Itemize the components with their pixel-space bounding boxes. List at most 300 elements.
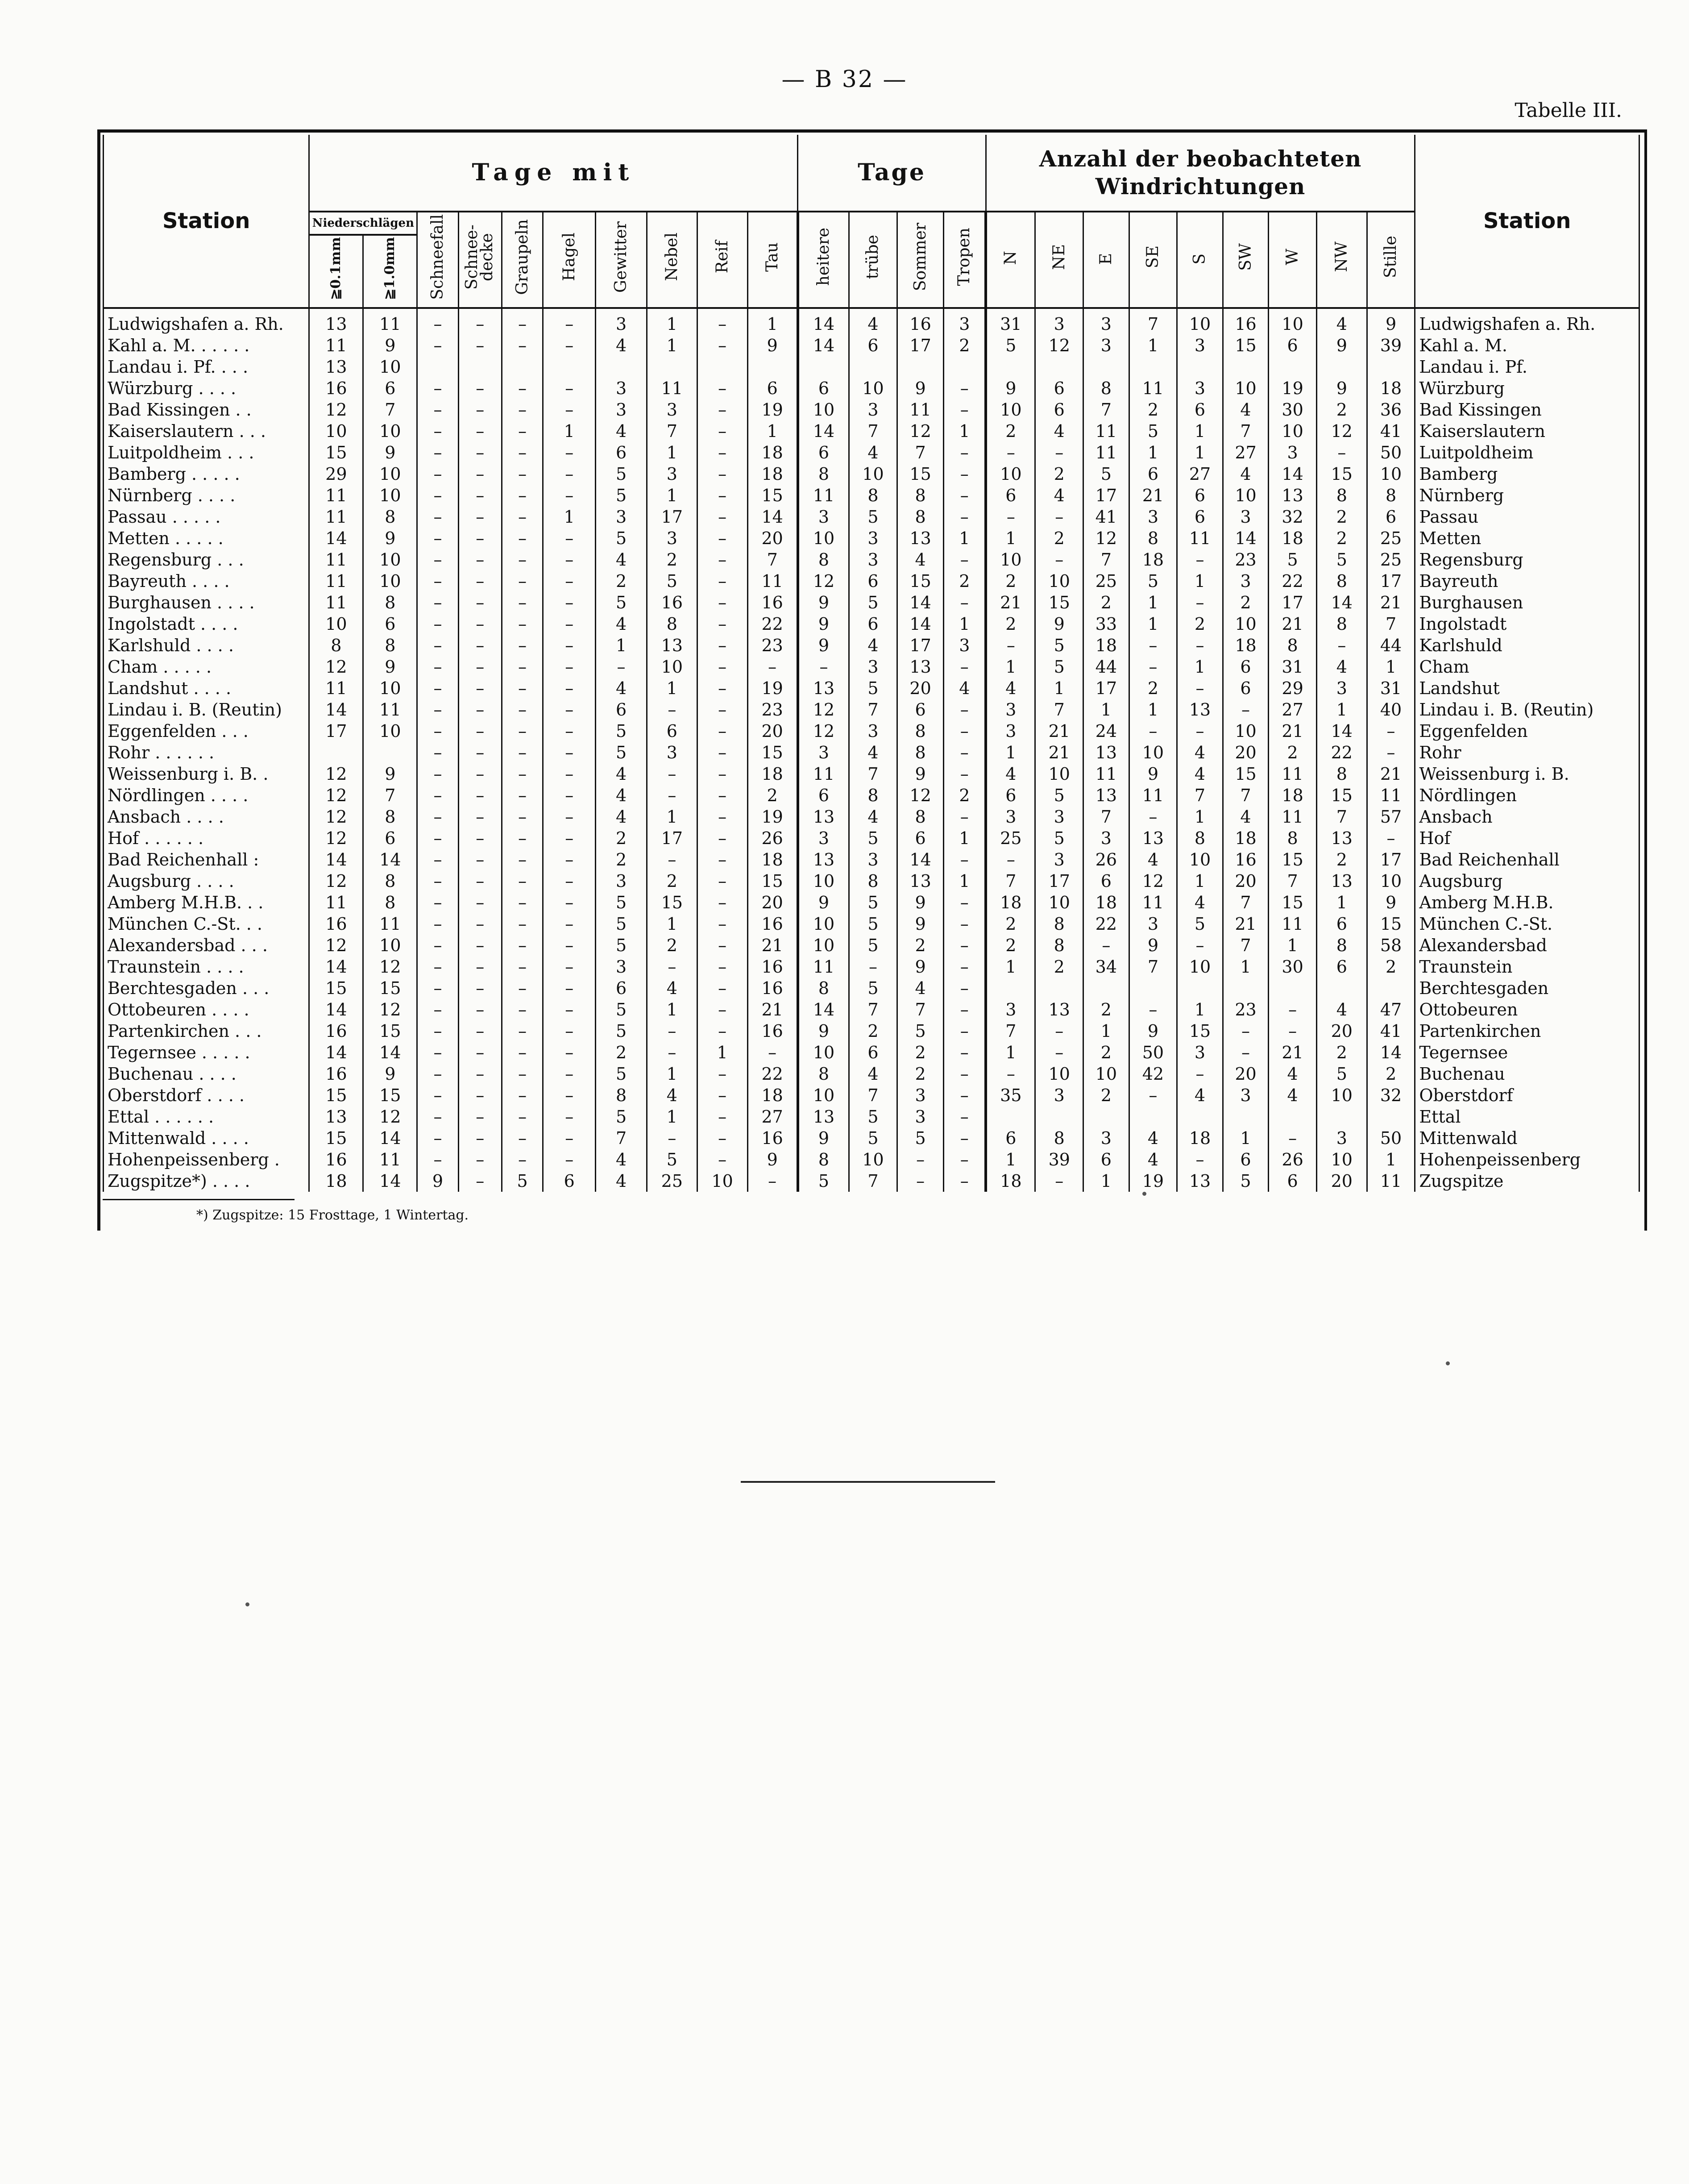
table-row bbox=[104, 828, 1639, 849]
table-cell: 3 bbox=[1035, 308, 1083, 335]
table-cell: 3 bbox=[944, 308, 986, 335]
table-cell: 1 bbox=[647, 442, 697, 463]
table-cell bbox=[1269, 356, 1317, 378]
table-cell bbox=[1269, 1106, 1317, 1127]
table-cell: – bbox=[543, 1042, 596, 1063]
table-cell: – bbox=[417, 335, 458, 356]
station-name-right: Weissenburg i. B. bbox=[1415, 763, 1639, 785]
station-name-right: Nürnberg bbox=[1415, 485, 1639, 506]
table-cell: 10 bbox=[363, 720, 417, 742]
table-cell bbox=[1129, 356, 1177, 378]
table-cell: 15 bbox=[1269, 892, 1317, 913]
table-cell: – bbox=[417, 528, 458, 549]
table-cell: 4 bbox=[1269, 1085, 1317, 1106]
table-cell: – bbox=[1129, 806, 1177, 828]
table-cell: 5 bbox=[596, 913, 647, 935]
table-cell: – bbox=[458, 399, 502, 420]
table-cell: 18 bbox=[1269, 528, 1317, 549]
table-cell: 29 bbox=[309, 463, 363, 485]
table-cell: – bbox=[697, 1020, 747, 1042]
table-cell: 3 bbox=[849, 656, 897, 678]
table-cell: 20 bbox=[1316, 1020, 1367, 1042]
table-cell: 2 bbox=[1223, 592, 1269, 613]
table-row bbox=[104, 1106, 1639, 1127]
table-cell: – bbox=[502, 999, 543, 1020]
table-cell: 13 bbox=[309, 308, 363, 335]
table-cell: – bbox=[417, 1085, 458, 1106]
table-cell: 7 bbox=[363, 785, 417, 806]
table-cell: 5 bbox=[596, 485, 647, 506]
table-cell: 8 bbox=[1316, 613, 1367, 635]
table-cell: 8 bbox=[1316, 763, 1367, 785]
table-cell: – bbox=[697, 678, 747, 699]
table-cell: 2 bbox=[1083, 1085, 1129, 1106]
table-cell: – bbox=[458, 1170, 502, 1192]
table-cell: 5 bbox=[596, 1063, 647, 1085]
table-cell: 44 bbox=[1367, 635, 1415, 656]
table-cell: – bbox=[647, 1020, 697, 1042]
col-schneedecke: Schnee- decke bbox=[458, 212, 502, 308]
table-cell: 11 bbox=[1083, 442, 1129, 463]
table-cell: – bbox=[502, 442, 543, 463]
table-cell: – bbox=[944, 720, 986, 742]
station-name: Kahl a. M. . . . . . bbox=[104, 335, 309, 356]
table-cell: 4 bbox=[1129, 1149, 1177, 1170]
table-cell: 2 bbox=[986, 420, 1035, 442]
table-cell: 11 bbox=[897, 399, 944, 420]
table-cell: – bbox=[502, 1085, 543, 1106]
table-row bbox=[104, 742, 1639, 763]
table-cell: 18 bbox=[747, 1085, 798, 1106]
table-cell: 12 bbox=[309, 399, 363, 420]
table-row bbox=[104, 378, 1639, 399]
table-cell: – bbox=[697, 442, 747, 463]
table-cell: 2 bbox=[747, 785, 798, 806]
table-cell: 13 bbox=[1316, 870, 1367, 892]
col-reif: Reif bbox=[697, 212, 747, 308]
table-cell: 4 bbox=[596, 1170, 647, 1192]
table-cell: – bbox=[502, 570, 543, 592]
table-cell: – bbox=[1129, 999, 1177, 1020]
table-cell: – bbox=[417, 956, 458, 978]
table-cell: 3 bbox=[849, 528, 897, 549]
station-name-right: Amberg M.H.B. bbox=[1415, 892, 1639, 913]
table-cell: – bbox=[417, 935, 458, 956]
table-cell: 16 bbox=[647, 592, 697, 613]
table-cell: – bbox=[417, 1149, 458, 1170]
table-cell: 9 bbox=[798, 1127, 849, 1149]
table-cell: 12 bbox=[1316, 420, 1367, 442]
table-cell: 8 bbox=[849, 785, 897, 806]
table-cell: – bbox=[543, 442, 596, 463]
table-cell: 13 bbox=[309, 1106, 363, 1127]
table-cell: – bbox=[417, 463, 458, 485]
table-cell: 4 bbox=[1129, 1127, 1177, 1149]
table-cell: 10 bbox=[798, 935, 849, 956]
table-cell: – bbox=[502, 806, 543, 828]
table-cell: 5 bbox=[596, 935, 647, 956]
table-cell: 7 bbox=[849, 1170, 897, 1192]
station-name-right: Ottobeuren bbox=[1415, 999, 1639, 1020]
table-cell: 12 bbox=[309, 870, 363, 892]
table-cell: – bbox=[697, 335, 747, 356]
table-cell: 1 bbox=[986, 742, 1035, 763]
station-name-right: Traunstein bbox=[1415, 956, 1639, 978]
table-cell: 3 bbox=[986, 720, 1035, 742]
table-cell: 15 bbox=[309, 1085, 363, 1106]
table-cell: 25 bbox=[1083, 570, 1129, 592]
table-cell: – bbox=[417, 592, 458, 613]
table-cell: – bbox=[1035, 1042, 1083, 1063]
table-cell: 10 bbox=[986, 463, 1035, 485]
table-cell: 14 bbox=[309, 999, 363, 1020]
table-cell: – bbox=[1035, 442, 1083, 463]
table-cell: – bbox=[502, 592, 543, 613]
table-cell: 2 bbox=[986, 570, 1035, 592]
table-cell: – bbox=[697, 1063, 747, 1085]
table-cell: – bbox=[417, 378, 458, 399]
table-cell: 11 bbox=[309, 485, 363, 506]
table-cell: 34 bbox=[1083, 956, 1129, 978]
table-cell: 1 bbox=[647, 308, 697, 335]
table-cell: – bbox=[986, 849, 1035, 870]
table-cell: 10 bbox=[986, 399, 1035, 420]
table-cell: 17 bbox=[1083, 485, 1129, 506]
table-cell: 27 bbox=[1177, 463, 1223, 485]
table-cell: 9 bbox=[1129, 935, 1177, 956]
tage-header: Tage bbox=[798, 135, 986, 212]
table-cell: 10 bbox=[363, 678, 417, 699]
table-body bbox=[104, 308, 1639, 1192]
table-cell: 7 bbox=[849, 999, 897, 1020]
table-cell: 50 bbox=[1367, 1127, 1415, 1149]
table-cell: 9 bbox=[1367, 308, 1415, 335]
station-name: Eggenfelden . . . bbox=[104, 720, 309, 742]
table-cell bbox=[1269, 978, 1317, 999]
table-cell: – bbox=[543, 870, 596, 892]
table-cell bbox=[1223, 978, 1269, 999]
table-cell: 6 bbox=[596, 978, 647, 999]
table-row bbox=[104, 913, 1639, 935]
table-cell: 32 bbox=[1269, 506, 1317, 528]
table-cell: 5 bbox=[596, 892, 647, 913]
table-row bbox=[104, 485, 1639, 506]
col-w: W bbox=[1269, 212, 1317, 308]
table-cell: 11 bbox=[1083, 763, 1129, 785]
table-cell: 6 bbox=[1035, 399, 1083, 420]
table-cell: 15 bbox=[747, 870, 798, 892]
station-name: Nürnberg . . . . bbox=[104, 485, 309, 506]
table-cell: 11 bbox=[309, 892, 363, 913]
table-cell: – bbox=[1177, 635, 1223, 656]
table-cell: 2 bbox=[1035, 956, 1083, 978]
station-name-right: Burghausen bbox=[1415, 592, 1639, 613]
table-cell: – bbox=[458, 1127, 502, 1149]
table-cell: 21 bbox=[1035, 720, 1083, 742]
station-name: Mittenwald . . . . bbox=[104, 1127, 309, 1149]
table-cell: 7 bbox=[363, 399, 417, 420]
table-row bbox=[104, 1020, 1639, 1042]
table-cell bbox=[1177, 356, 1223, 378]
table-cell: – bbox=[747, 1170, 798, 1192]
table-cell: 1 bbox=[543, 420, 596, 442]
table-cell: – bbox=[543, 1085, 596, 1106]
table-cell: 9 bbox=[897, 913, 944, 935]
table-row bbox=[104, 763, 1639, 785]
table-cell: 10 bbox=[1367, 870, 1415, 892]
table-cell: 25 bbox=[986, 828, 1035, 849]
table-cell: – bbox=[458, 806, 502, 828]
table-cell: 10 bbox=[647, 656, 697, 678]
table-cell bbox=[543, 356, 596, 378]
table-cell: 15 bbox=[1316, 785, 1367, 806]
table-cell: 12 bbox=[798, 720, 849, 742]
table-cell: 5 bbox=[897, 1020, 944, 1042]
table-cell: – bbox=[458, 1020, 502, 1042]
table-cell: 12 bbox=[309, 828, 363, 849]
speck bbox=[245, 1602, 249, 1606]
table-cell: 5 bbox=[596, 999, 647, 1020]
table-cell: 20 bbox=[1223, 1063, 1269, 1085]
table-cell: 1 bbox=[986, 1149, 1035, 1170]
table-cell: 16 bbox=[897, 308, 944, 335]
table-cell: – bbox=[944, 485, 986, 506]
table-cell: – bbox=[697, 763, 747, 785]
table-cell: 2 bbox=[1083, 999, 1129, 1020]
table-cell: 11 bbox=[309, 506, 363, 528]
table-cell: 3 bbox=[897, 1106, 944, 1127]
table-cell: 26 bbox=[1083, 849, 1129, 870]
table-cell: 21 bbox=[1223, 913, 1269, 935]
table-cell: 3 bbox=[647, 399, 697, 420]
table-row bbox=[104, 399, 1639, 420]
table-cell: – bbox=[697, 742, 747, 763]
table-cell bbox=[502, 356, 543, 378]
footnote: *) Zugspitze: 15 Frosttage, 1 Wintertag. bbox=[196, 1207, 469, 1223]
table-cell: – bbox=[458, 308, 502, 335]
table-cell: 6 bbox=[1367, 506, 1415, 528]
table-cell: – bbox=[417, 699, 458, 720]
table-cell: 14 bbox=[1269, 463, 1317, 485]
table-cell: 22 bbox=[1083, 913, 1129, 935]
table-cell: 5 bbox=[849, 828, 897, 849]
wind-header bbox=[986, 135, 1415, 212]
station-header-right: Station bbox=[1415, 135, 1639, 308]
table-cell: 10 bbox=[1035, 1063, 1083, 1085]
table-cell: 4 bbox=[596, 763, 647, 785]
table-cell: 9 bbox=[1316, 378, 1367, 399]
table-cell: 14 bbox=[1223, 528, 1269, 549]
table-cell: 19 bbox=[747, 678, 798, 699]
table-cell: 12 bbox=[897, 785, 944, 806]
table-cell: – bbox=[944, 892, 986, 913]
table-cell: – bbox=[543, 935, 596, 956]
table-cell: 6 bbox=[1035, 378, 1083, 399]
table-cell: 10 bbox=[363, 935, 417, 956]
table-cell: 4 bbox=[1177, 892, 1223, 913]
table-cell: – bbox=[596, 656, 647, 678]
table-cell: 10 bbox=[363, 485, 417, 506]
station-name: Bad Kissingen . . bbox=[104, 399, 309, 420]
table-cell: 1 bbox=[1177, 442, 1223, 463]
table-cell: – bbox=[647, 956, 697, 978]
table-cell: 4 bbox=[986, 678, 1035, 699]
table-cell: 3 bbox=[1035, 1085, 1083, 1106]
table-cell: 11 bbox=[309, 678, 363, 699]
table-cell: – bbox=[697, 485, 747, 506]
station-name: Passau . . . . . bbox=[104, 506, 309, 528]
table-cell: 39 bbox=[1035, 1149, 1083, 1170]
table-cell: – bbox=[417, 1063, 458, 1085]
table-cell: – bbox=[697, 913, 747, 935]
table-cell: 2 bbox=[1129, 678, 1177, 699]
table-cell: – bbox=[944, 1042, 986, 1063]
table-cell: – bbox=[417, 549, 458, 570]
table-cell: 7 bbox=[1223, 892, 1269, 913]
table-cell: – bbox=[897, 1170, 944, 1192]
table-cell: 7 bbox=[596, 1127, 647, 1149]
table-cell: 26 bbox=[747, 828, 798, 849]
table-cell: 8 bbox=[897, 806, 944, 828]
table-cell: 8 bbox=[1316, 570, 1367, 592]
table-cell: – bbox=[1129, 1085, 1177, 1106]
table-cell: 11 bbox=[1129, 785, 1177, 806]
table-cell: 9 bbox=[798, 613, 849, 635]
table-cell: 20 bbox=[747, 528, 798, 549]
table-cell: 50 bbox=[1367, 442, 1415, 463]
table-cell: – bbox=[458, 1149, 502, 1170]
table-cell: 1 bbox=[1129, 442, 1177, 463]
station-name: Ingolstadt . . . . bbox=[104, 613, 309, 635]
table-cell: 8 bbox=[798, 1063, 849, 1085]
table-cell: 10 bbox=[798, 913, 849, 935]
table-cell: – bbox=[697, 635, 747, 656]
table-cell: 5 bbox=[596, 1020, 647, 1042]
table-cell: – bbox=[944, 1106, 986, 1127]
table-cell: – bbox=[944, 956, 986, 978]
table-cell: 21 bbox=[986, 592, 1035, 613]
table-cell: 6 bbox=[897, 828, 944, 849]
table-cell: 35 bbox=[986, 1085, 1035, 1106]
table-cell: 6 bbox=[1129, 463, 1177, 485]
table-row bbox=[104, 978, 1639, 999]
table-cell: – bbox=[543, 378, 596, 399]
table-cell: 15 bbox=[1223, 763, 1269, 785]
table-cell: 1 bbox=[647, 485, 697, 506]
table-cell: 13 bbox=[798, 849, 849, 870]
station-name: Ludwigshafen a. Rh. bbox=[104, 308, 309, 335]
table-cell: 3 bbox=[1129, 506, 1177, 528]
table-cell bbox=[1316, 978, 1367, 999]
table-cell: – bbox=[944, 978, 986, 999]
table-cell: – bbox=[417, 999, 458, 1020]
table-cell: – bbox=[1177, 549, 1223, 570]
table-row bbox=[104, 1042, 1639, 1063]
table-cell: – bbox=[502, 656, 543, 678]
table-cell: 14 bbox=[309, 1042, 363, 1063]
table-row bbox=[104, 463, 1639, 485]
table-cell: 2 bbox=[1035, 528, 1083, 549]
table-cell: 5 bbox=[1316, 1063, 1367, 1085]
table-cell: 8 bbox=[897, 742, 944, 763]
table-cell: 1 bbox=[1223, 1127, 1269, 1149]
table-cell: 4 bbox=[1316, 656, 1367, 678]
table-cell: 4 bbox=[1223, 463, 1269, 485]
table-cell: 6 bbox=[647, 720, 697, 742]
table-cell: 4 bbox=[596, 549, 647, 570]
station-name: Berchtesgaden . . . bbox=[104, 978, 309, 999]
station-name-right: Passau bbox=[1415, 506, 1639, 528]
table-cell: 3 bbox=[596, 378, 647, 399]
table-row bbox=[104, 1127, 1639, 1149]
table-cell: – bbox=[986, 506, 1035, 528]
table-cell: 2 bbox=[647, 870, 697, 892]
table-cell: – bbox=[697, 506, 747, 528]
table-cell: 10 bbox=[309, 613, 363, 635]
table-cell: 12 bbox=[309, 935, 363, 956]
table-cell: – bbox=[543, 1063, 596, 1085]
table-cell: – bbox=[944, 1063, 986, 1085]
table-cell: – bbox=[543, 699, 596, 720]
table-cell: 5 bbox=[596, 592, 647, 613]
table-cell: – bbox=[502, 1042, 543, 1063]
table-cell: – bbox=[944, 442, 986, 463]
table-cell: 11 bbox=[1177, 528, 1223, 549]
table-cell: 11 bbox=[309, 549, 363, 570]
table-cell: 5 bbox=[596, 463, 647, 485]
table-cell: 10 bbox=[798, 528, 849, 549]
table-cell: 4 bbox=[849, 1063, 897, 1085]
table-cell: 9 bbox=[363, 656, 417, 678]
col-n: N bbox=[986, 212, 1035, 308]
table-cell: – bbox=[986, 635, 1035, 656]
table-cell: – bbox=[458, 613, 502, 635]
station-name-right: Hof bbox=[1415, 828, 1639, 849]
table-cell: 15 bbox=[1035, 592, 1083, 613]
table-cell: 11 bbox=[363, 913, 417, 935]
table-cell bbox=[596, 356, 647, 378]
table-cell: – bbox=[458, 635, 502, 656]
table-cell: 40 bbox=[1367, 699, 1415, 720]
table-cell: 3 bbox=[1083, 828, 1129, 849]
table-row bbox=[104, 656, 1639, 678]
table-cell: 10 bbox=[1035, 892, 1083, 913]
station-name-right: Landshut bbox=[1415, 678, 1639, 699]
table-cell: 11 bbox=[1269, 806, 1317, 828]
table-cell bbox=[363, 742, 417, 763]
station-name-right: Bayreuth bbox=[1415, 570, 1639, 592]
table-cell: – bbox=[458, 699, 502, 720]
table-cell: 3 bbox=[1035, 849, 1083, 870]
wind-header-line1: Anzahl der beobachteten bbox=[1039, 146, 1362, 172]
table-cell: 1 bbox=[1177, 870, 1223, 892]
station-name-right: Rohr bbox=[1415, 742, 1639, 763]
table-cell: 7 bbox=[986, 1020, 1035, 1042]
table-cell: 13 bbox=[1269, 485, 1317, 506]
table-cell: 13 bbox=[798, 1106, 849, 1127]
station-name: Regensburg . . . bbox=[104, 549, 309, 570]
table-cell: – bbox=[1177, 935, 1223, 956]
table-cell: – bbox=[417, 613, 458, 635]
table-cell: – bbox=[502, 420, 543, 442]
table-row bbox=[104, 528, 1639, 549]
table-cell: 7 bbox=[1129, 308, 1177, 335]
table-cell: 8 bbox=[1035, 913, 1083, 935]
table-cell: 39 bbox=[1367, 335, 1415, 356]
table-cell: – bbox=[458, 678, 502, 699]
table-cell: – bbox=[543, 720, 596, 742]
table-row bbox=[104, 442, 1639, 463]
